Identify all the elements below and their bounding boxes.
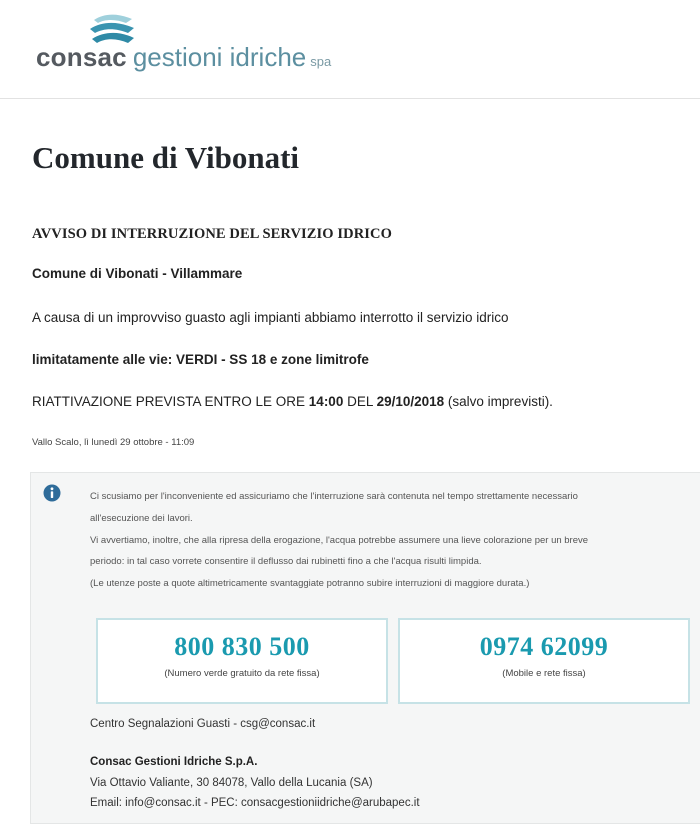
affected-municipality: Comune di Vibonati - Villammare <box>32 266 243 281</box>
fault-center-contact: Centro Segnalazioni Guasti - csg@consac.it <box>90 718 316 730</box>
site-header <box>0 0 700 98</box>
mobile-caption: (Mobile e rete fissa) <box>502 668 586 679</box>
notice-line: Ci scusiamo per l'inconveniente ed assicuriamo che l'interruzione sarà contenuta nel tempo strettamente necessario <box>90 491 578 502</box>
reactivation-notice <box>32 394 553 409</box>
mobile-phone-card[interactable] <box>398 618 690 704</box>
notice-line: (Le utenze poste a quote altimetricamente svantaggiate potranno subire interruzioni di maggiore durata.) <box>90 578 530 589</box>
toll-free-number[interactable]: 800 830 500 <box>174 632 310 661</box>
notice-subtitle: AVVISO DI INTERRUZIONE DEL SERVIZIO IDRICO <box>32 226 392 242</box>
company-email: Email: info@consac.it - PEC: consacgestioniidriche@arubapec.it <box>90 797 420 809</box>
logo-brand: consac <box>36 42 127 72</box>
logo-name: gestioni idriche <box>132 42 307 72</box>
company-address: Via Ottavio Valiante, 30 84078, Vallo della Lucania (SA) <box>90 777 373 789</box>
toll-free-phone-card[interactable] <box>96 618 388 704</box>
reactivation-suffix: (salvo imprevisti). <box>444 394 553 409</box>
reactivation-time: 14:00 <box>308 394 344 409</box>
info-icon <box>43 484 61 502</box>
publication-dateline: Vallo Scalo, lì lunedì 29 ottobre - 11:09 <box>32 437 195 448</box>
toll-free-caption: (Numero verde gratuito da rete fissa) <box>164 668 320 679</box>
logo-suffix: spa <box>310 54 332 69</box>
reactivation-middle: DEL <box>343 394 377 409</box>
notice-line: Vi avvertiamo, inoltre, che alla ripresa della erogazione, l'acqua potrebbe assumere una lieve colorazione per un breve <box>90 535 589 546</box>
mobile-number[interactable]: 0974 62099 <box>479 632 609 661</box>
notice-line: all'esecuzione dei lavori. <box>90 513 193 524</box>
reactivation-prefix: RIATTIVAZIONE PREVISTA ENTRO LE ORE <box>32 394 309 409</box>
outage-cause: A causa di un improvviso guasto agli impianti abbiamo interrotto il servizio idrico <box>32 310 509 325</box>
notice-line: periodo: in tal caso vorrete consentire il deflusso dai rubinetti fino a che l'acqua risulti limpida. <box>90 556 482 567</box>
page-title: Comune di Vibonati <box>32 140 300 175</box>
affected-streets: limitatamente alle vie: VERDI - SS 18 e zone limitrofe <box>32 352 369 367</box>
reactivation-date: 29/10/2018 <box>376 394 445 409</box>
header-divider <box>0 98 700 99</box>
company-logo[interactable] <box>36 44 331 70</box>
company-name: Consac Gestioni Idriche S.p.A. <box>90 756 258 768</box>
